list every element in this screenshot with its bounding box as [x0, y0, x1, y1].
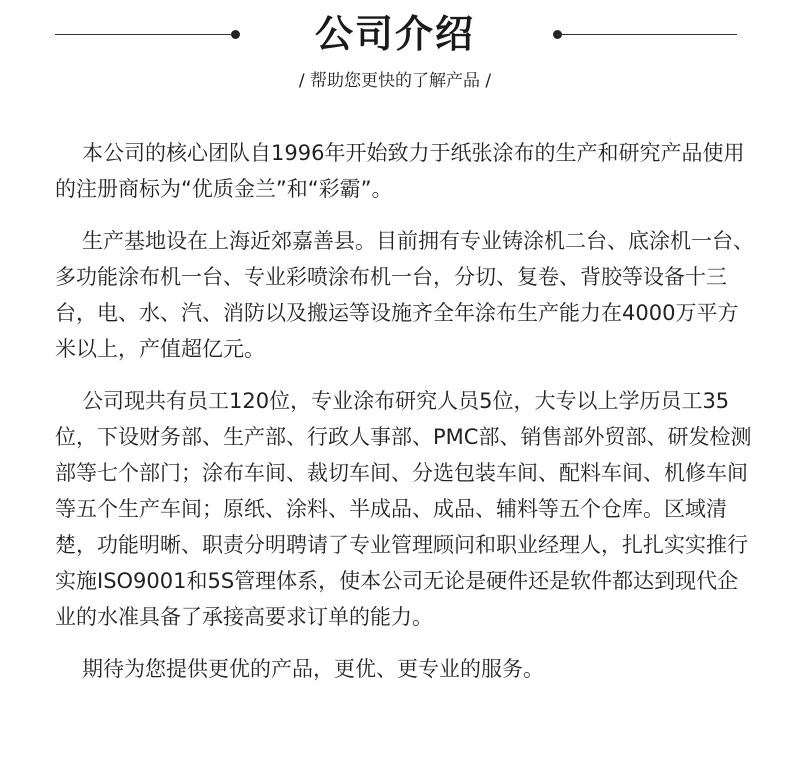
company-intro-body — [55, 135, 755, 703]
intro-paragraph-facilities: 生产基地设在上海近郊嘉善县。目前拥有专业铸涂机二台、底涂机一台、多功能涂布机一台、专业彩喷涂布机一台，分切、复卷、背胶等设备十三台，电、水、汽、消防以及搬运等设施齐全年涂布生产能力在4000万平方米以上，产值超亿元。 — [55, 229, 754, 361]
intro-paragraph-organization: 公司现共有员工120位，专业涂布研究人员5位，大专以上学历员工35位，下设财务部、生产部、行政人事部、PMC部、销售部外贸部、研发检测部等七个部门；涂布车间、裁切车间、分选包装车间、配料车间、机修车间等五个生产车间；原纸、涂料、半成品、成品、辅料等五个仓库。区域清楚，功能明晰、职责分明聘请了专业管理顾问和职业经理人，扎扎实实推行实施ISO9001和5S管理体系，使本公司无论是硬件还是软件都达到现代企业的水准具备了承接高要求订单的能力。 — [55, 389, 752, 629]
page-subtitle: / 帮助您更快的了解产品 / — [298, 71, 492, 91]
section-header — [0, 0, 790, 100]
intro-paragraph-closing: 期待为您提供更优的产品，更优、更专业的服务。 — [82, 657, 544, 681]
page-title: 公司介绍 — [314, 12, 475, 56]
intro-paragraph-history: 本公司的核心团队自1996年开始致力于纸张涂布的生产和研究产品使用的注册商标为“优质金兰”和“彩霸”。 — [55, 141, 745, 201]
header-divider-right — [557, 34, 737, 35]
